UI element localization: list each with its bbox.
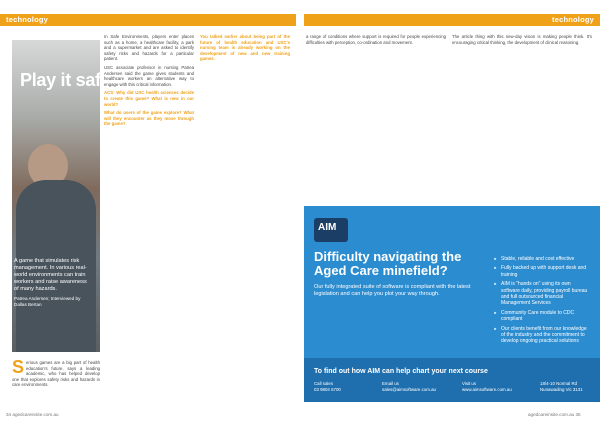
ad-feature-item: ■ Community Care module to CDC compliant (501, 310, 590, 323)
web-url: www.aimsoftware.com.au (462, 386, 512, 392)
body-column-3 (200, 34, 290, 65)
intro-text: erious games are a big part of health education's future, says a leading academic, who has helped develop one that explores safety risks and hazards in care environments. (12, 360, 100, 388)
ad-headline: Difficulty navigating the Aged Care minefield? (314, 249, 462, 278)
aim-logo (314, 218, 348, 242)
email-address: sales@aimsoftware.com.au (382, 386, 436, 392)
web-label: Visit us (462, 381, 477, 386)
section-tag-right: technology (552, 15, 595, 24)
ad-email[interactable] (382, 381, 436, 392)
body-column-2 (104, 34, 194, 130)
ad-feature-item: ■ Fully backed up with support desk and training (501, 265, 590, 278)
ad-contact-bar (304, 358, 600, 402)
article-title: Play it safe (20, 70, 111, 90)
page-footer-left: 34 agedcareinsite.com.au (6, 412, 59, 417)
interview-question: What do users of the game explore? What will they encounter as they move through the game? (104, 110, 194, 127)
dropcap-s: S (12, 357, 25, 377)
interview-question: You talked earlier about being part of the future of health education and USC's nursing team is already working on the development of new and new training games. (200, 34, 290, 62)
ad-address: 18/4-10 Normal Rd Nunawading Vic 3131 (540, 381, 583, 392)
ad-web[interactable] (462, 381, 512, 392)
body-column-4 (306, 34, 446, 48)
ad-call[interactable] (314, 381, 341, 392)
phone-number: 03 9804 6700 (314, 386, 341, 392)
body-paragraph: a range of conditions where support is required for people experiencing difficulties with perception, co-ordination and movement. (306, 34, 446, 45)
ad-feature-list (494, 256, 590, 348)
phone-label: Call sales (314, 381, 334, 386)
page-footer-right: agedcareinsite.com.au 35 (528, 412, 581, 417)
ad-feature-item: ■ Stable, reliable and cost effective (501, 256, 590, 262)
ad-find-out: To find out how AIM can help chart your next course (314, 368, 488, 375)
ad-feature-item: ■ Our clients benefit from our knowledge of the industry and the commitment to develop ongoing practical solutions (501, 326, 590, 345)
ad-subheadline: Our fully integrated suite of software is compliant with the latest legislation and can help you plot your way through. (314, 284, 471, 297)
interview-question: ACS: Why did USC health sciences decide to create this game? What is new in our world? (104, 90, 194, 107)
caption-credit: Patrea Andersen; Interviewed by Dallas Bertan (14, 296, 81, 307)
ad-feature-item: ■ AIM is "hands on" using its own software daily, providing payroll bureau and full outsourced financial Management Services (501, 281, 590, 307)
body-column-5 (452, 34, 592, 48)
caption-text: A game that simulates risk management. In various real-world environments can train workers and raise awareness of many hazards. (14, 258, 87, 292)
body-paragraph: The article thing with this new-day vision is making people think. It's encouraging critical thinking, the development of clinical reasoning. (452, 34, 592, 45)
aim-logo-text: AIM (318, 222, 337, 233)
body-paragraph: USC associate professor in nursing Patrea Andersen said the game gives students and healthcare workers an alternative way to engage with this critical information. (104, 64, 194, 87)
body-paragraph: In Safe Environments, players enter places such as a home, a healthcare facility, a park and a supermarket and are asked to identify safety risks and hazards for a particular patient. (104, 34, 194, 62)
intro-column (12, 357, 100, 388)
aim-advertisement[interactable] (304, 206, 600, 402)
photo-caption (14, 258, 90, 308)
section-tag-left: technology (6, 15, 49, 24)
email-label: Email us (382, 381, 399, 386)
